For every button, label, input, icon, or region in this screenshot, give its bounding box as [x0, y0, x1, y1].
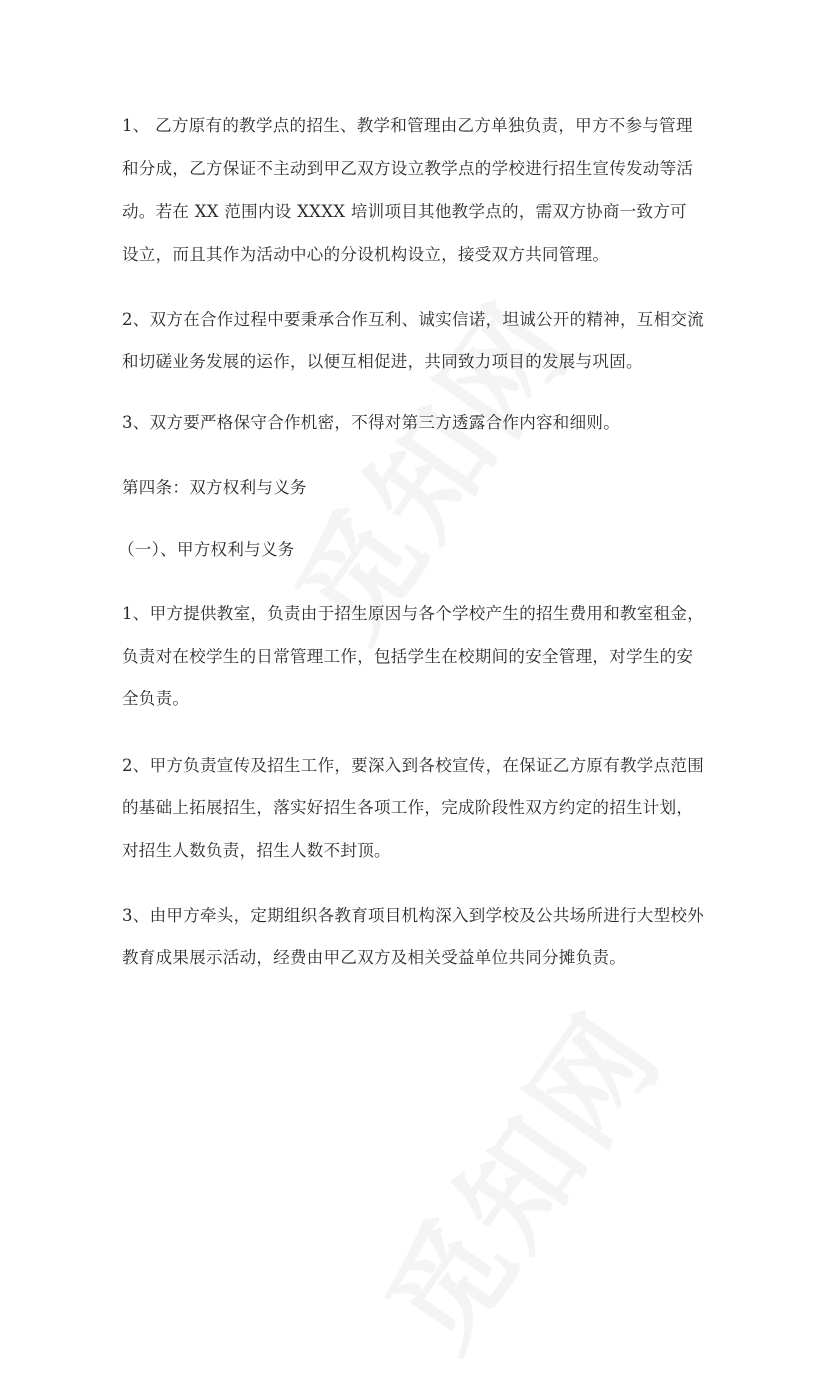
text-line: 的基础上拓展招生，落实好招生各项工作，完成阶段性双方约定的招生计划， — [122, 798, 694, 817]
text-line: 2、甲方负责宣传及招生工作，要深入到各校宣传，在保证乙方原有教学点范围 — [122, 756, 704, 775]
text-line: 负责对在校学生的日常管理工作，包括学生在校期间的安全管理，对学生的安 — [122, 647, 694, 666]
text-line: 1、甲方提供教室，负责由于招生原因与各个学校产生的招生费用和教室租金， — [122, 604, 704, 623]
text-line: 和切磋业务发展的运作，以便互相促进，共同致力项目的发展与巩固。 — [122, 352, 643, 371]
text-line: 和分成，乙方保证不主动到甲乙双方设立教学点的学校进行招生宣传发动等活 — [122, 159, 694, 178]
text-line: 动。若在 XX 范围内设 XXXX 培训项目其他教学点的，需双方协商一致方可 — [122, 202, 687, 221]
text-line: 对招生人数负责，招生人数不封顶。 — [122, 841, 391, 860]
heading-text: 第四条：双方权利与义务 — [122, 478, 307, 497]
text-line: 3、由甲方牵头，定期组织各教育项目机构深入到学校及公共场所进行大型校外 — [122, 906, 704, 925]
text-line: 全负责。 — [122, 689, 190, 708]
watermark — [340, 974, 693, 1376]
text-line: 2、双方在合作过程中要秉承合作互利、诚实信诺，坦诚公开的精神，互相交流 — [122, 310, 704, 329]
text-line: 1、 乙方原有的教学点的招生、教学和管理由乙方单独负责，甲方不参与管理 — [122, 116, 693, 135]
heading-text: （一）、甲方权利与义务 — [118, 540, 295, 559]
text-line: 3、双方要严格保守合作机密，不得对第三方透露合作内容和细则。 — [122, 413, 620, 432]
text-line: 教育成果展示活动，经费由甲乙双方及相关受益单位共同分摊负责。 — [122, 948, 626, 967]
text-line: 设立，而且其作为活动中心的分设机构设立，接受双方共同管理。 — [122, 245, 610, 264]
